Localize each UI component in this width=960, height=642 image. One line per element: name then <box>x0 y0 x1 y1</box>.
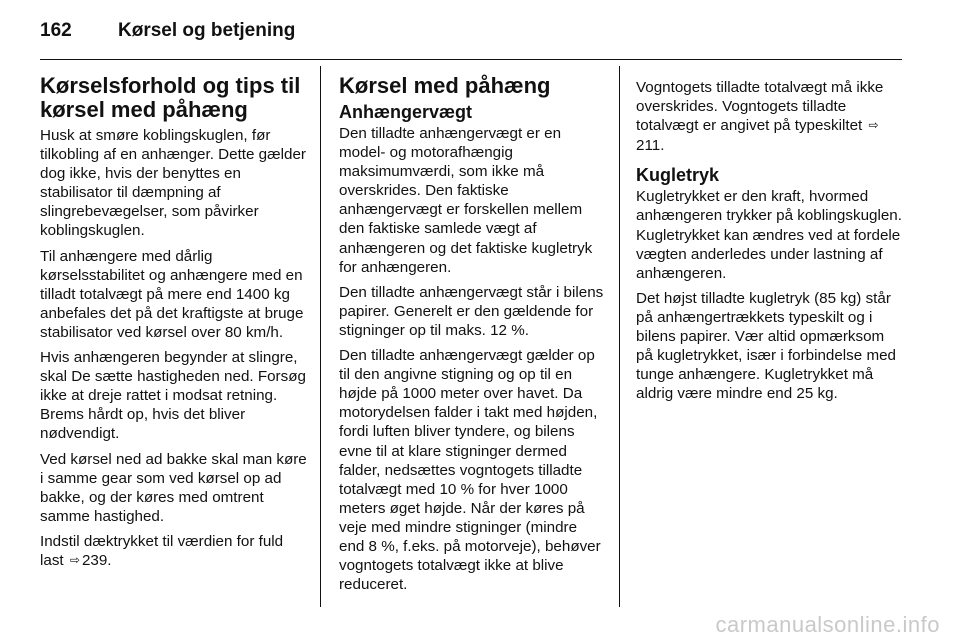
page-number: 162 <box>40 20 72 41</box>
section-heading-trailer-driving: Kørsel med påhæng <box>339 73 551 98</box>
column-2 <box>339 66 606 600</box>
column-divider-1 <box>320 66 321 607</box>
paragraph: Hvis anhængeren begynder at slingre, skal De sætte hastigheden ned. Forsøg ikke at dreje rattet i modsat retning. Brems hårdt op, hvis det bliver nødvendigt. <box>40 349 306 443</box>
paragraph-tyre-pressure <box>40 532 308 571</box>
column-1 <box>40 66 308 577</box>
watermark: carmanualsonline.info <box>715 612 940 637</box>
page-reference-link[interactable]: 239. <box>81 551 112 569</box>
paragraph-text: Vogntogets tilladte totalvægt må ikke overskrides. Vogntogets tilladte totalvægt er angivet på typeskiltet <box>636 79 884 135</box>
subheading-ball-load: Kugletryk <box>636 165 720 186</box>
paragraph: Den tilladte anhængervægt står i bilens papirer. Generelt er den gældende for stigninger op til maks. 12 %. <box>339 283 604 339</box>
page-title: Kørsel og betjening <box>118 20 296 41</box>
paragraph: Kugletrykket er den kraft, hvormed anhængeren trykker på koblingskuglen. Kugletrykket kan ændres ved at fordele vægten anderledes under lastning af anhængeren. <box>636 188 902 282</box>
subheading-trailer-weight: Anhængervægt <box>339 102 473 122</box>
paragraph: Ved kørsel ned ad bakke skal man køre i samme gear som ved kørsel op ad bakke, og der køres med omtrent samme hastighed. <box>40 450 307 525</box>
section-heading-driving-tips: Kørselsforhold og tips til kørsel med påhæng <box>40 73 301 122</box>
reference-arrow-icon[interactable]: ⇨ <box>868 118 879 133</box>
paragraph: Til anhængere med dårlig kørselsstabilitet og anhængere med en tilladt totalvægt på mere end 1400 kg anbefales det på det kraftigste at bruge stabilisator ved kørsel over 80 km/h. <box>40 247 304 341</box>
paragraph: Husk at smøre koblingskuglen, før tilkobling af en anhænger. Dette gælder dog ikke, hvis der benyttes en stabilisator til dæmpning af slingrebevægelser, som påvirker koblingskuglen. <box>40 127 306 240</box>
header-rule <box>40 59 902 60</box>
paragraph: Det højst tilladte kugletryk (85 kg) står på anhængertrækkets typeskilt og i bilens papirer. Vær altid opmærksom på kugletrykket, især i forbindelse med tunge anhængere. Kugletrykket må aldrig være mindre end 25 kg. <box>636 289 896 403</box>
column-3 <box>636 78 904 409</box>
paragraph-text: Indstil dæktrykket til værdien for fuld last <box>40 532 284 569</box>
paragraph-total-weight <box>636 78 904 155</box>
page-reference-link[interactable]: 211. <box>636 137 665 155</box>
paragraph: Den tilladte anhængervægt gælder op til den angivne stigning og op til en højde på 1000 meter over havet. Da motorydelsen falder i takt med højden, fordi luften bliver tyndere, og bilens evne til at klare stigninger dermed falder, nedsættes vogntogets tilladte totalvægt med 10 % for hver 1000 meters øget højde. Når der køres på veje med mindre stigninger (mindre end 8 %, f.eks. på motorveje), behøver vogntogets totalvægt ikke at blive reduceret. <box>339 347 601 594</box>
column-divider-2 <box>619 66 620 607</box>
reference-arrow-icon[interactable]: ⇨ <box>69 552 80 567</box>
paragraph: Den tilladte anhængervægt er en model- og motorafhængig maksimumværdi, som ikke må overskrides. Den faktiske anhængervægt er forskellen mellem den faktiske samlede vægt af anhængeren og det faktiske kugletryk for anhængeren. <box>339 125 593 276</box>
